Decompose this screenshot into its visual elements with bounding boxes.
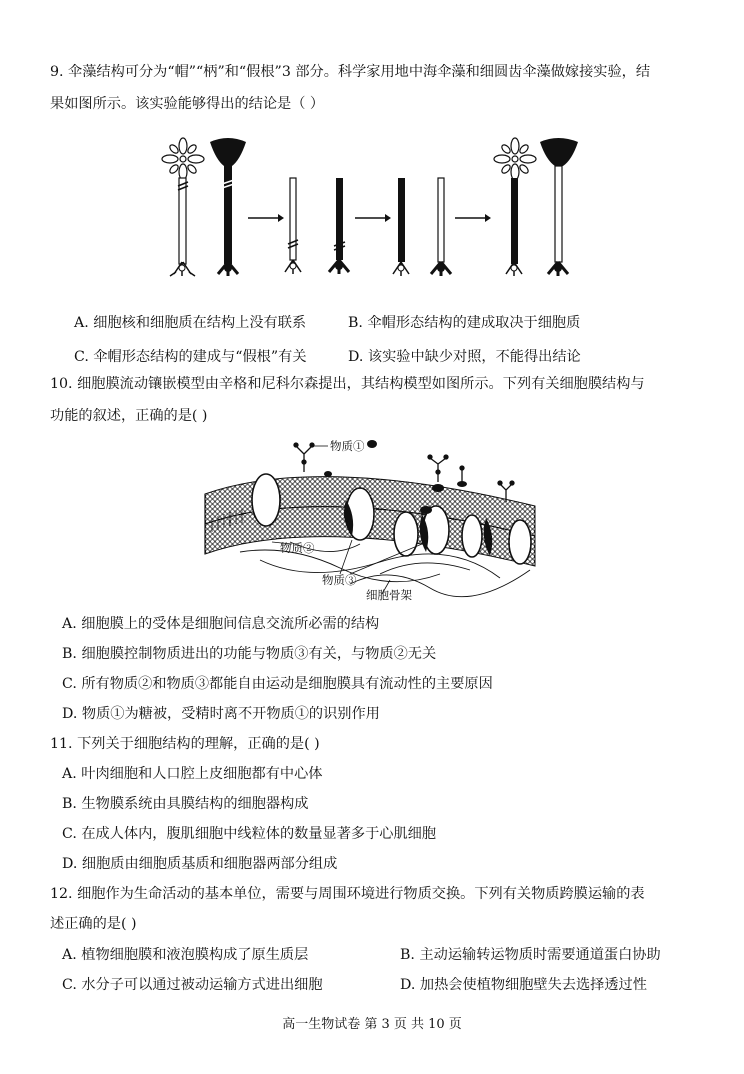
q11-option-a[interactable]: A. 叶肉细胞和人口腔上皮细胞都有中心体 bbox=[62, 766, 323, 782]
q11-option-b[interactable]: B. 生物膜系统由具膜结构的细胞器构成 bbox=[62, 796, 309, 812]
q10-stem-line2: 功能的叙述，正确的是( ) bbox=[50, 408, 208, 424]
q9-option-a[interactable]: A. 细胞核和细胞质在结构上没有联系 bbox=[74, 315, 307, 331]
q10-option-b[interactable]: B. 细胞膜控制物质进出的功能与物质③有关，与物质②无关 bbox=[62, 646, 437, 662]
graft-white-stalk-black-root bbox=[285, 178, 301, 274]
label-substance-2: 物质② bbox=[280, 541, 315, 555]
graft-black-stalk-white-root bbox=[329, 178, 349, 274]
q11-option-d[interactable]: D. 细胞质由细胞质基质和细胞器两部分组成 bbox=[62, 856, 338, 872]
crenulated-acetabularia-1 bbox=[210, 138, 246, 276]
q10-stem-line1: 10. 细胞膜流动镶嵌模型由辛格和尼科尔森提出，其结构模型如图所示。下列有关细胞膜结构与 bbox=[50, 376, 645, 392]
regenerated-crenulated-cap bbox=[540, 138, 578, 276]
q12-stem-line2: 述正确的是( ) bbox=[50, 916, 137, 932]
grafted-stalk-white-black-root bbox=[431, 178, 451, 276]
q12-option-b[interactable]: B. 主动运输转运物质时需要通道蛋白协助 bbox=[400, 947, 661, 963]
q10-option-c[interactable]: C. 所有物质②和物质③都能自由运动是细胞膜具有流动性的主要原因 bbox=[62, 676, 493, 692]
grafted-stalk-black-white-root bbox=[393, 178, 409, 276]
q11-option-c[interactable]: C. 在成人体内，腹肌细胞中线粒体的数量显著多于心肌细胞 bbox=[62, 826, 437, 842]
label-cytoskeleton: 细胞骨架 bbox=[366, 588, 412, 602]
q10-option-d[interactable]: D. 物质①为糖被，受精时离不开物质①的识别作用 bbox=[62, 706, 380, 722]
q9-stem-line1: 9. 伞藻结构可分为“帽”“柄”和“假根”3 部分。科学家用地中海伞藻和细圆齿伞藻做嫁接实验，结 bbox=[50, 64, 651, 80]
mediterranean-acetabularia-1 bbox=[162, 138, 204, 276]
q9-stem-line2: 果如图所示。该实验能够得出的结论是（ ） bbox=[50, 96, 325, 112]
acetabularia-graft-figure bbox=[150, 134, 590, 294]
q10-option-a[interactable]: A. 细胞膜上的受体是细胞间信息交流所必需的结构 bbox=[62, 616, 380, 632]
q12-option-d[interactable]: D. 加热会使植物细胞壁失去选择透过性 bbox=[400, 977, 647, 993]
q9-option-d[interactable]: D. 该实验中缺少对照，不能得出结论 bbox=[348, 349, 581, 365]
q12-stem-line1: 12. 细胞作为生命活动的基本单位，需要与周围环境进行物质交换。下列有关物质跨膜运输的表 bbox=[50, 886, 645, 902]
q9-option-c[interactable]: C. 伞帽形态结构的建成与“假根”有关 bbox=[74, 349, 307, 365]
regenerated-mediterranean-cap bbox=[494, 138, 536, 276]
q12-option-c[interactable]: C. 水分子可以通过被动运输方式进出细胞 bbox=[62, 977, 323, 993]
page-footer: 高一生物试卷 第 3 页 共 10 页 bbox=[282, 1017, 462, 1032]
q11-stem: 11. 下列关于细胞结构的理解，正确的是( ) bbox=[50, 736, 320, 752]
label-substance-1: 物质① bbox=[330, 439, 365, 453]
label-substance-3: 物质③ bbox=[322, 573, 357, 587]
q12-option-a[interactable]: A. 植物细胞膜和液泡膜构成了原生质层 bbox=[62, 947, 309, 963]
fluid-mosaic-membrane-figure bbox=[200, 434, 540, 604]
q9-option-b[interactable]: B. 伞帽形态结构的建成取决于细胞质 bbox=[348, 315, 581, 331]
